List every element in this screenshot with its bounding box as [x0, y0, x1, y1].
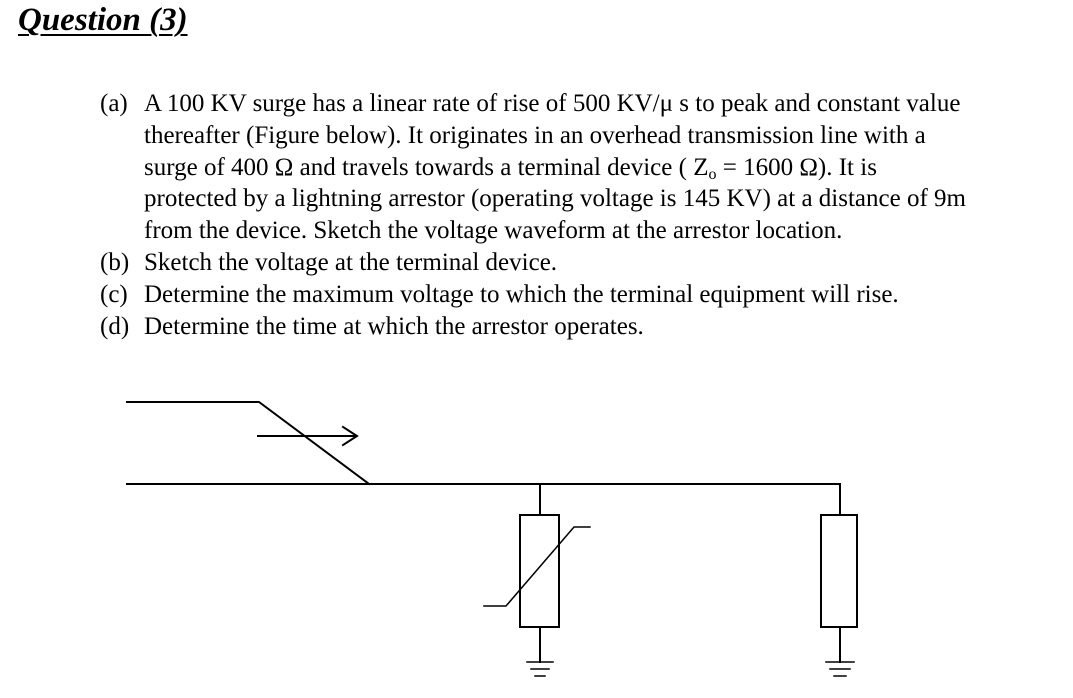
part-marker: (c) — [100, 280, 128, 308]
text-line: from the device. Sketch the voltage waveform at the arrestor location. — [144, 217, 843, 245]
travel-direction-arrow — [258, 427, 357, 445]
text-fragment: surge of 400 Ω and travels towards a terminal device ( Z — [144, 153, 709, 181]
question-title: Question (3) — [18, 2, 188, 38]
part-text: Determine the time at which the arrestor operates. — [144, 312, 644, 340]
text-line: thereafter (Figure below). It originates in an overhead transmission line with a — [144, 121, 926, 149]
ground-icon — [527, 662, 553, 676]
surge-waveform — [127, 402, 369, 484]
part-text: Sketch the voltage at the terminal device. — [144, 248, 558, 276]
text-line: A 100 KV surge has a linear rate of rise of 500 KV/μ s to peak and constant value — [144, 90, 961, 117]
part-marker: (a) — [100, 90, 128, 117]
part-marker: (d) — [100, 312, 130, 340]
text-line: protected by a lightning arrestor (operating voltage is 145 KV) at a distance of 9m — [144, 185, 966, 213]
subscript: o — [708, 165, 717, 183]
text-fragment: = 1600 Ω). It is — [716, 153, 877, 181]
terminal-device — [821, 484, 857, 676]
part-marker: (b) — [100, 248, 130, 276]
lightning-arrestor — [484, 484, 590, 676]
part-text: Determine the maximum voltage to which the terminal equipment will rise. — [144, 280, 899, 308]
ground-icon — [826, 662, 854, 676]
